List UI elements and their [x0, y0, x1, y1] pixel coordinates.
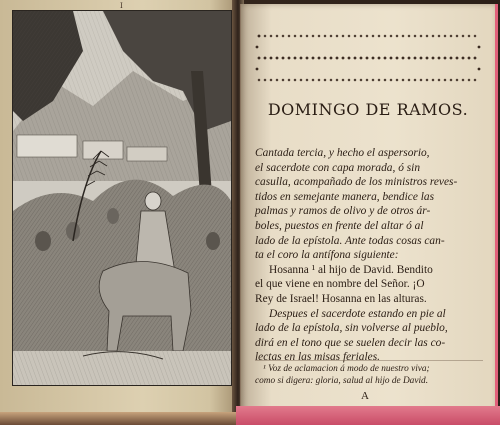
ornament-dot	[444, 79, 447, 82]
ornament-dot	[258, 35, 261, 38]
ornament-dot	[378, 79, 381, 82]
body-line: Hosanna ¹ al hijo de David. Bendito	[269, 263, 433, 276]
ornament-dot	[474, 79, 477, 82]
ornament-dot	[419, 56, 423, 60]
ornament-dot	[384, 79, 387, 82]
ornament-dot	[294, 79, 297, 82]
body-line: Rey de Israel! Hosanna en las alturas.	[255, 292, 427, 305]
ornament-dot	[306, 35, 309, 38]
ornament-dot	[342, 79, 345, 82]
ornament-dot	[312, 79, 315, 82]
ornament-dot	[359, 56, 363, 60]
footnote-line: ¹ Voz de aclamacion á modo de nuestro viva;	[263, 364, 430, 374]
ornament-dot	[270, 79, 273, 82]
ornament-dot	[282, 79, 285, 82]
ornament-dot	[330, 79, 333, 82]
body-line: el que viene en nombre del Señor. ¡O	[255, 278, 425, 291]
decorative-dot-border-icon	[255, 30, 481, 86]
body-text	[255, 146, 487, 365]
ornament-dot	[456, 79, 459, 82]
ornament-dot	[264, 79, 267, 82]
ornament-dot	[438, 35, 441, 38]
page-mark: I	[120, 2, 123, 10]
ornament-dot	[389, 56, 393, 60]
ornament-dot	[318, 35, 321, 38]
ornament-dot	[455, 56, 459, 60]
ornament-dot	[318, 79, 321, 82]
ornament-dot	[378, 35, 381, 38]
body-line: lado de la epístola. Ante todas cosas can-	[255, 234, 445, 247]
ornament-dot	[263, 56, 267, 60]
ornament-dot	[401, 56, 405, 60]
ornament-dot	[264, 35, 267, 38]
ornament-dot	[413, 56, 417, 60]
ornament-dot	[324, 79, 327, 82]
ornament-dot	[420, 79, 423, 82]
palm-sunday-engraving	[12, 10, 232, 386]
ornament-dot	[336, 35, 339, 38]
ornament-dot	[366, 79, 369, 82]
ornament-dot	[371, 56, 375, 60]
ornament-dot	[372, 35, 375, 38]
ornament-dot	[299, 56, 303, 60]
ornament-dot	[414, 79, 417, 82]
body-line: dirá en el tono que se suelen decir las co-	[255, 336, 446, 349]
ornament-dot	[402, 35, 405, 38]
ornament-dot	[474, 35, 477, 38]
ornament-dot	[300, 35, 303, 38]
body-line: el sacerdote con capa morada, ó sin	[255, 161, 421, 174]
ornament-dot	[354, 35, 357, 38]
ornament-dot	[438, 79, 441, 82]
ornament-dot	[390, 79, 393, 82]
ornament-dot	[461, 56, 465, 60]
ornament-dot	[360, 79, 363, 82]
page-edge-pink	[236, 406, 500, 425]
ornament-dot	[396, 35, 399, 38]
footnote-line: como si digera: gloria, salud al hijo de David.	[255, 375, 429, 386]
left-page	[0, 0, 239, 425]
footnote-rule	[255, 360, 483, 361]
ornament-dot	[402, 79, 405, 82]
body-line: Despues el sacerdote estando en pie al	[269, 307, 446, 320]
body-line: casulla, acompañado de los ministros reves-	[255, 176, 458, 189]
ornament-dot	[342, 35, 345, 38]
page-title: DOMINGO DE RAMOS.	[267, 100, 469, 119]
body-line: tidos en semejante manera, bendice las	[255, 190, 435, 203]
ornament-dot	[443, 56, 447, 60]
ornament-dot	[256, 46, 259, 49]
ornament-dot	[341, 56, 345, 60]
ornament-dot	[449, 56, 453, 60]
ornament-dot	[408, 79, 411, 82]
ornament-dot	[444, 35, 447, 38]
body-line: boles, puestos en frente del altar ó al	[255, 219, 424, 232]
ornament-dot	[395, 56, 399, 60]
ornament-dot	[478, 68, 481, 71]
ornament-dot	[317, 56, 321, 60]
ornament-dot	[420, 35, 423, 38]
ornament-dot	[311, 56, 315, 60]
ornament-dot	[365, 56, 369, 60]
ornament-dot	[384, 35, 387, 38]
ornament-dot	[276, 79, 279, 82]
footnote	[255, 364, 487, 387]
ornament-dot	[456, 35, 459, 38]
ornament-dot	[288, 35, 291, 38]
ornament-dot	[414, 35, 417, 38]
ornament-dot	[468, 79, 471, 82]
ornament-dot	[432, 35, 435, 38]
ornament-dot	[335, 56, 339, 60]
ornament-dot	[354, 79, 357, 82]
ornament-dot	[425, 56, 429, 60]
right-page	[240, 4, 498, 422]
ornament-dot	[450, 35, 453, 38]
ornament-dot	[329, 56, 333, 60]
ornament-dot	[426, 79, 429, 82]
ornament-dot	[396, 79, 399, 82]
ornament-dot	[468, 35, 471, 38]
ornament-dot	[348, 35, 351, 38]
ornament-dot	[269, 56, 273, 60]
ornament-dot	[306, 79, 309, 82]
ornament-dot	[347, 56, 351, 60]
signature-mark: A	[361, 390, 369, 402]
ornament-dot	[360, 35, 363, 38]
ornament-dot	[426, 35, 429, 38]
ornament-dot	[257, 56, 261, 60]
ornament-dot	[305, 56, 309, 60]
body-line: lado de la epístola, sin volverse al pueblo,	[255, 322, 448, 335]
ornament-dot	[431, 56, 435, 60]
ornament-dot	[282, 35, 285, 38]
body-line: palmas y ramos de olivo y de otros ár-	[255, 205, 431, 218]
ornament-dot	[348, 79, 351, 82]
ornament-dot	[287, 56, 291, 60]
ornament-dot	[300, 79, 303, 82]
ornament-dot	[473, 56, 477, 60]
ornament-dot	[275, 56, 279, 60]
ornament-dot	[276, 35, 279, 38]
ornament-dot	[324, 35, 327, 38]
page-edge-left	[0, 412, 236, 425]
ornament-dot	[432, 79, 435, 82]
ornament-dot	[336, 79, 339, 82]
ornament-dots	[256, 35, 481, 82]
ornament-dot	[288, 79, 291, 82]
ornament-dot	[462, 35, 465, 38]
ornament-dot	[312, 35, 315, 38]
ornament-dot	[293, 56, 297, 60]
ornament-dot	[478, 46, 481, 49]
ornament-dot	[407, 56, 411, 60]
ornament-dot	[270, 35, 273, 38]
engraving-illustration	[13, 11, 231, 385]
ornament-dot	[294, 35, 297, 38]
body-line: lectas en las misas feriales.	[255, 351, 380, 364]
ornament-dot	[353, 56, 357, 60]
ornament-dot	[256, 68, 259, 71]
ornament-dot	[408, 35, 411, 38]
ornament-dot	[450, 79, 453, 82]
ornament-dot	[372, 79, 375, 82]
ornament-dot	[281, 56, 285, 60]
ornament-dot	[462, 79, 465, 82]
ornament-dot	[323, 56, 327, 60]
ornament-dot	[330, 35, 333, 38]
ornament-dot	[437, 56, 441, 60]
body-line: ta el coro la antífona siguiente:	[255, 249, 399, 262]
ornament-dot	[258, 79, 261, 82]
ornament-dot	[366, 35, 369, 38]
ornament-dot	[377, 56, 381, 60]
body-line: Cantada tercia, y hecho el aspersorio,	[255, 147, 430, 159]
ornament-dot	[390, 35, 393, 38]
ornament-dot	[383, 56, 387, 60]
ornament-dot	[467, 56, 471, 60]
